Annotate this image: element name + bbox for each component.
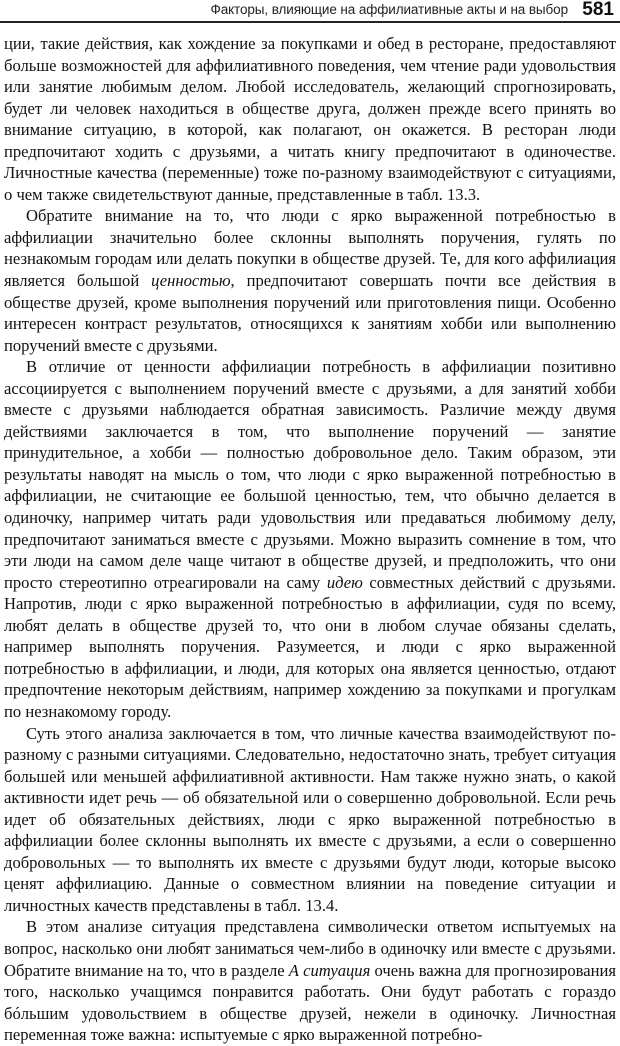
text-run: Обратите внимание на то, что люди с ярко выраженной потребностью в аффилиации значительно более склонны выполнять поручения, гулять по незнакомым городам или делать покупки в обществе друзей. Те, для кого аффилиация является большой [4, 206, 616, 291]
text-run: ции, такие действия, как хождение за покупками и обед в ресторане, предоставляют больше возможностей для аффилиативного поведения, чем чтение ради удовольствия или занятие любимым делом. Любой исследователь, желающий спрогнозировать, будет ли человек находиться в обществе друга, должен прежде всего принять во внимание ситуацию, в которой, как полагают, он окажется. В ресторан люди предпочитают ходить с друзьями, а читать книгу предпочитают в одиночестве. Личностные качества (переменные) тоже по-разному взаимодействуют с ситуациями, о чем также свидетельствуют данные, представленные в табл. 13.3. [4, 34, 616, 204]
paragraph [4, 356, 616, 722]
text-run: В этом анализе ситуация представлена символически ответом испытуемых на вопрос, насколько они любят заниматься чем-либо в одиночку или вместе с друзьями. Обратите внимание на то, что в разделе [4, 917, 616, 980]
paragraph [4, 33, 616, 205]
paragraph [4, 723, 616, 917]
emphasized-text: идею [326, 572, 363, 592]
paragraph [4, 916, 616, 1045]
body-text [4, 33, 616, 1046]
running-header-title: Факторы, влияющие на аффилиативные акты и на выбор [210, 2, 568, 17]
page-number: 581 [582, 0, 614, 20]
text-run: Суть этого анализа заключается в том, что личные качества взаимодействуют по-разному с разными ситуациями. Следовательно, недостаточно знать, требует ситуация большей или меньшей аффилиативной активности. Нам также нужно знать, о какой активности идет речь — об обязательной или о совершенно добровольной. Если речь идет об обязательных действиях, люди с ярко выраженной потребностью в аффилиации более склонны выполнять их вместе с друзьями, а если о совершенно добровольных — то выполнять их вместе с друзьями будут люди, которые высоко ценят аффилиацию. Данные о совместном влиянии на поведение ситуации и личностных качеств представлены в табл. 13.4. [4, 723, 616, 915]
text-run: В отличие от ценности аффилиации потребность в аффилиации позитивно ассоциируется с выполнением поручений вместе с друзьями, а для занятий хобби вместе с друзьями наблюдается обратная зависимость. Различие между двумя действиями заключается в том, что выполнение поручений — занятие принудительное, а хобби — полностью добровольное дело. Таким образом, эти результаты наводят на мысль о том, что люди с ярко выраженной потребностью в аффилиации, не считающие ее большой ценностью, тем, что обычно делается в одиночку, например читать ради удовольствия или предаваться любимому делу, предпочитают заниматься вместе с друзьями. Можно выразить сомнение в том, что эти люди на самом деле чаще читают в обществе друзей, и предположить, что они просто стереотипно отреагировали на саму [4, 357, 616, 592]
paragraph [4, 205, 616, 356]
emphasized-text: ценностью [151, 271, 231, 291]
text-run: , предпочитают совершать почти все действия в обществе друзей, кроме выполнения поручений или приготовления пищи. Особенно интересен контраст результатов, относящихся к занятиям хобби или выполнению поручений вместе с друзьями. [4, 271, 616, 355]
header-rule [0, 21, 620, 23]
text-run: очень важна для прогнозирования того, насколько учащимся понравится работать. Они будут работать с гораздо бóльшим удовольствием в обществе друзей, нежели в одиночку. Личностная переменная тоже важна: испытуемые с ярко выраженной потребно- [4, 960, 616, 1045]
emphasized-text: А ситуация [288, 960, 371, 980]
text-run: совместных действий с друзьями. Напротив, люди с ярко выраженной потребностью в аффилиации, судя по всему, любят делать в обществе друзей то, что они в любом случае обязаны сделать, например выполнять поручения. Разумеется, и люди с ярко выраженной потребностью в аффилиации, и люди, для которых она является ценностью, отдают предпочтение некоторым действиям, например хождению за покупками и прогулкам по незнакомому городу. [4, 572, 616, 721]
running-header [0, 0, 620, 24]
